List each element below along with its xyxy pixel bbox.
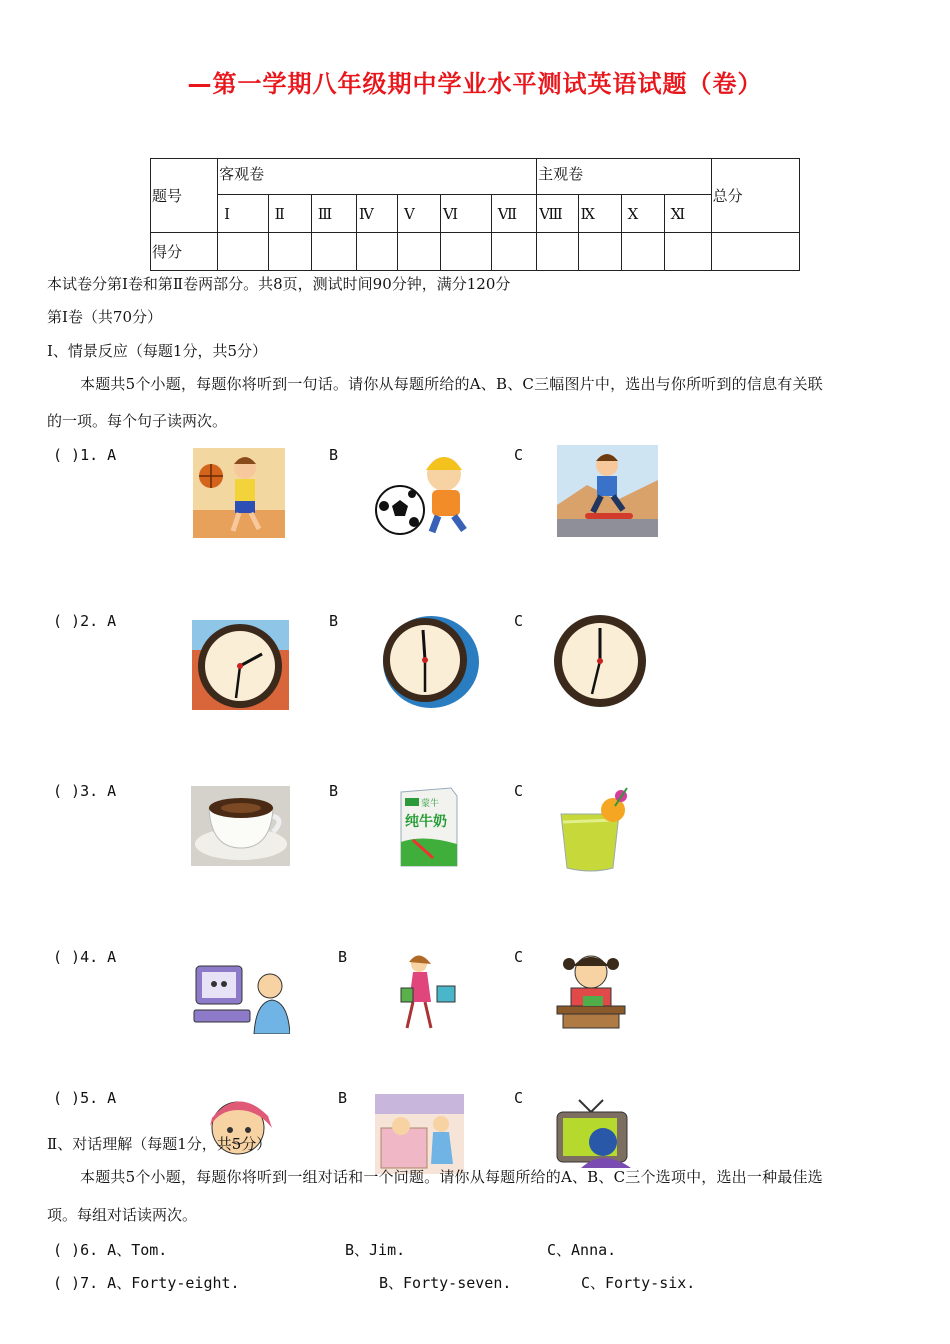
question-7-option-a: ( )7. A、Forty-eight. xyxy=(53,1274,240,1292)
numeral-cell: Ⅳ xyxy=(356,195,397,233)
page-title: —第一学期八年级期中学业水平测试英语试题（卷） xyxy=(187,70,763,98)
milk-carton-image xyxy=(393,782,463,868)
score-cell[interactable] xyxy=(441,233,492,271)
numeral-cell: Ⅹ xyxy=(621,195,664,233)
score-cell[interactable] xyxy=(578,233,621,271)
question-6-option-a: ( )6. A、Tom. xyxy=(53,1241,168,1259)
option-c-label: C xyxy=(514,782,524,800)
option-b-label: B xyxy=(338,1089,348,1107)
clock-image-a xyxy=(192,620,289,710)
score-cell[interactable] xyxy=(311,233,356,271)
computer-user-image xyxy=(192,962,290,1034)
score-table xyxy=(150,158,800,271)
option-c-label: C xyxy=(514,1089,524,1107)
score-cell[interactable] xyxy=(218,233,269,271)
numeral-cell: Ⅱ xyxy=(268,195,311,233)
score-cell[interactable] xyxy=(268,233,311,271)
milk-brand: 蒙牛 xyxy=(421,799,440,809)
numeral-cell: Ⅸ xyxy=(578,195,621,233)
score-cell[interactable] xyxy=(664,233,711,271)
section-one-desc-cont: 的一项。每个句子读两次。 xyxy=(47,412,228,430)
basketball-player-image xyxy=(193,448,285,538)
section-two-desc: 本题共5个小题，每题你将听到一组对话和一个问题。请你从每题所给的A、B、C三个选项中，选出一种最佳选 xyxy=(80,1168,823,1186)
section-one-heading: Ⅰ、情景反应（每题1分，共5分） xyxy=(47,342,268,360)
score-cell[interactable] xyxy=(537,233,578,271)
option-b-label: B xyxy=(329,612,339,630)
score-cell[interactable] xyxy=(356,233,397,271)
question-7-option-b: B、Forty-seven. xyxy=(379,1274,512,1292)
option-c-label: C xyxy=(514,948,524,966)
section-two-desc-cont: 项。每组对话读两次。 xyxy=(47,1206,198,1224)
bedroom-image xyxy=(375,1094,464,1174)
question-6-option-b: B、Jim. xyxy=(345,1241,406,1259)
score-cell[interactable] xyxy=(711,233,799,271)
question-2-number: ( )2. A xyxy=(53,612,117,630)
numeral-cell: Ⅷ xyxy=(537,195,578,233)
question-5-number: ( )5. A xyxy=(53,1089,117,1107)
question-6-option-c: C、Anna. xyxy=(547,1241,617,1259)
score-cell[interactable] xyxy=(621,233,664,271)
question-3-number: ( )3. A xyxy=(53,782,117,800)
juice-glass-image xyxy=(555,782,634,872)
reading-girl-image xyxy=(551,952,630,1032)
score-label: 得分 xyxy=(151,233,218,271)
part-one-heading: 第Ⅰ卷（共70分） xyxy=(47,308,163,326)
clock-image-c xyxy=(552,612,649,710)
total-header: 总分 xyxy=(711,159,799,233)
option-b-label: B xyxy=(329,782,339,800)
exam-intro: 本试卷分第Ⅰ卷和第Ⅱ卷两部分。共8页，测试时间90分钟，满分120分 xyxy=(47,275,511,293)
numeral-cell: Ⅴ xyxy=(397,195,440,233)
objective-header: 客观卷 xyxy=(218,159,537,195)
row-header-cell: 题号 xyxy=(151,159,218,233)
option-c-label: C xyxy=(514,612,524,630)
coffee-cup-image xyxy=(191,786,290,866)
question-1-number: ( )1. A xyxy=(53,446,117,464)
milk-label: 纯牛奶 xyxy=(405,814,447,830)
numeral-cell: Ⅲ xyxy=(311,195,356,233)
shopping-girl-image xyxy=(397,952,465,1032)
clock-image-b xyxy=(375,612,480,710)
score-cell[interactable] xyxy=(491,233,536,271)
section-one-desc: 本题共5个小题，每题你将听到一句话。请你从每题所给的A、B、C三幅图片中，选出与你所听到的信息有关联 xyxy=(80,375,823,393)
option-b-label: B xyxy=(329,446,339,464)
numeral-cell: Ⅶ xyxy=(491,195,536,233)
subjective-header: 主观卷 xyxy=(537,159,712,195)
score-cell[interactable] xyxy=(397,233,440,271)
option-c-label: C xyxy=(514,446,524,464)
question-4-number: ( )4. A xyxy=(53,948,117,966)
question-7-option-c: C、Forty-six. xyxy=(581,1274,696,1292)
numeral-cell: Ⅺ xyxy=(664,195,711,233)
section-two-heading: Ⅱ、对话理解（每题1分，共5分） xyxy=(47,1135,272,1153)
skateboard-boy-image xyxy=(557,445,658,537)
numeral-cell: Ⅵ xyxy=(441,195,492,233)
soccer-boy-image xyxy=(372,448,482,538)
tv-watching-image xyxy=(551,1098,633,1174)
option-b-label: B xyxy=(338,948,348,966)
numeral-cell: Ⅰ xyxy=(218,195,269,233)
